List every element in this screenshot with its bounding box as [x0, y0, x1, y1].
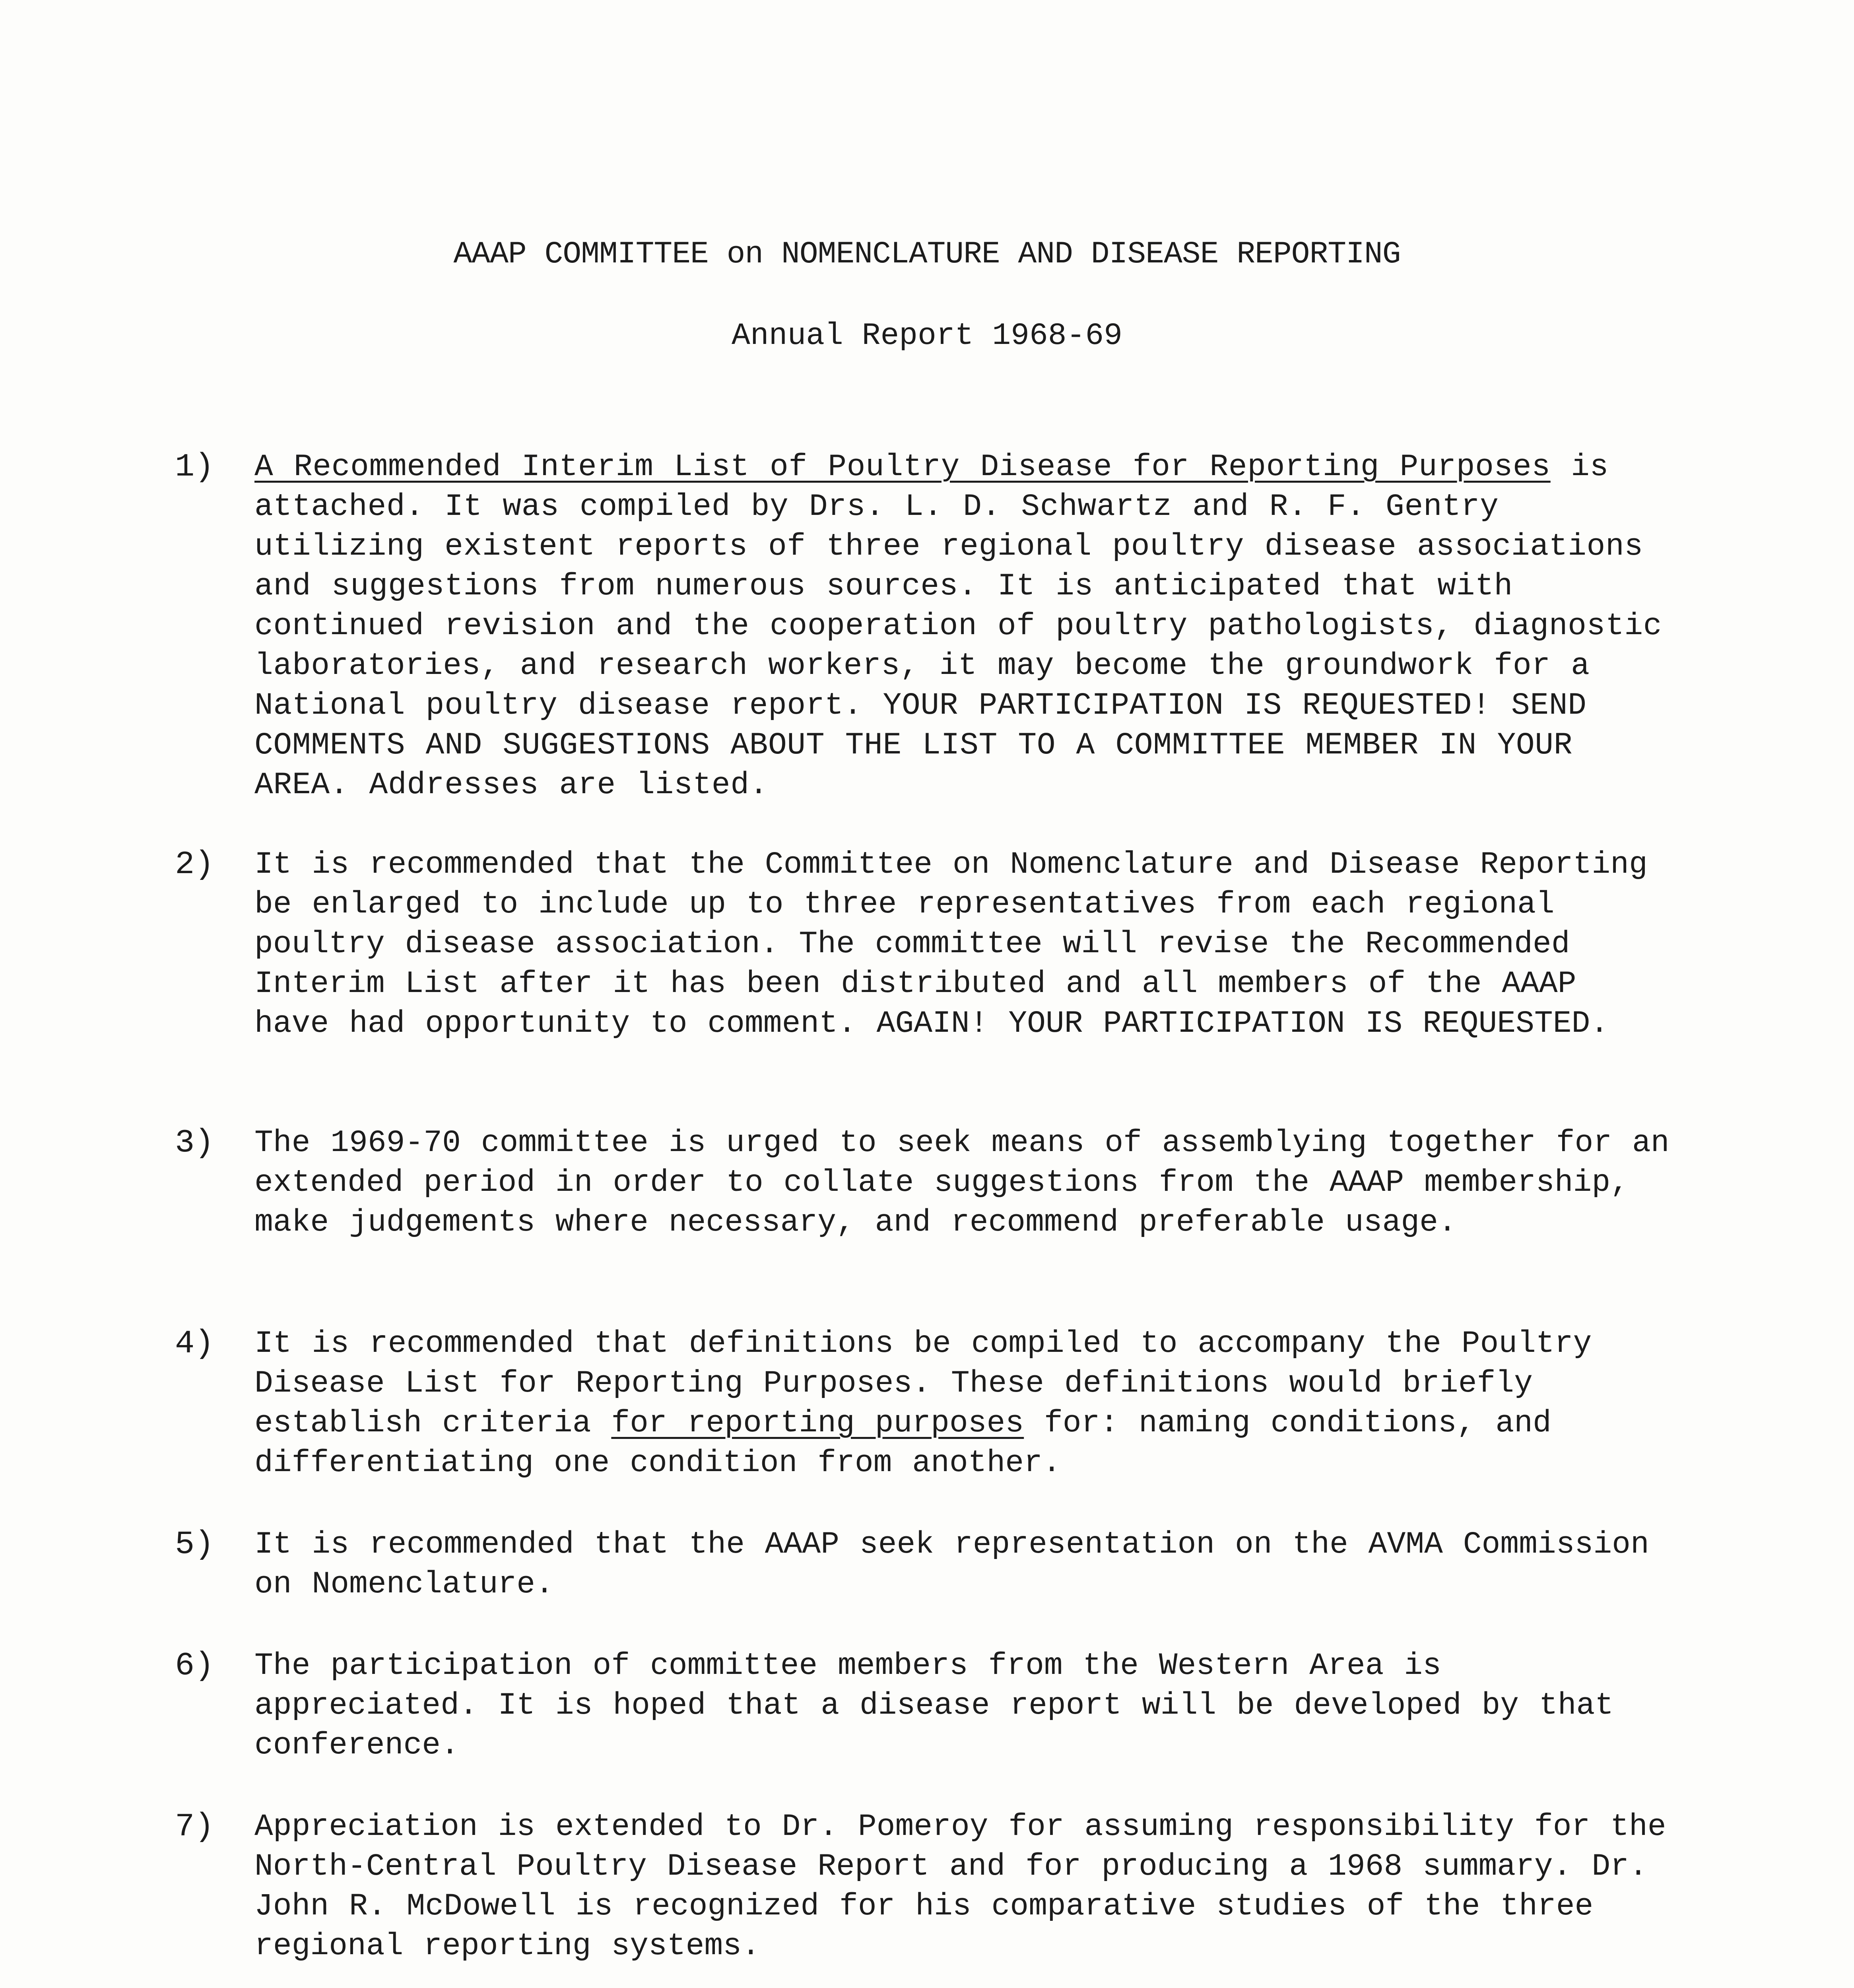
document-subtitle: Annual Report 1968-69 — [732, 318, 1122, 353]
item-text: It is recommended that the Committee on Nomenclature and Disease Reporting be enlarged to include up to three representatives from each regional poultry disease association. The committee will revise the Recommended Interim List after it has been distributed and all members of the AAAP have had opportunity to comment. AGAIN! YOUR PARTICIPATION IS REQUESTED. — [254, 847, 1648, 1041]
item-number: 5) — [175, 1526, 214, 1563]
item-underlined-text: for reporting purposes — [611, 1406, 1024, 1441]
document-title: AAAP COMMITTEE on NOMENCLATURE AND DISEASE REPORTING — [453, 237, 1401, 272]
item-number: 1) — [175, 448, 214, 485]
item-body-text: It is recommended that definitions be compiled to accompany the Poultry Disease List for Reporting Purposes. These definitions would briefly establish criteria — [254, 1326, 1592, 1441]
item-body-text: is attached. It was compiled by Drs. L. D. Schwartz and R. F. Gentry utilizing existent reports of three regional poultry disease associations and suggestions from numerous sources. It is anticipated that with continued revision and the cooperation of poultry pathologists, diagnostic laboratories, and research workers, it may become the groundwork for a National poultry disease report. YOUR PARTICIPATION IS REQUESTED! SEND COMMENTS AND SUGGESTIONS ABOUT THE LIST TO A COMMITTEE MEMBER IN YOUR AREA. Addresses are listed. — [254, 450, 1662, 803]
item-number: 2) — [175, 846, 214, 883]
item-number: 6) — [175, 1647, 214, 1684]
item-number: 7) — [175, 1808, 214, 1845]
item-text: The participation of committee members from the Western Area is appreciated. It is hoped that a disease report will be developed by that conference. — [254, 1648, 1614, 1763]
item-text — [254, 447, 1670, 805]
item-underlined-text: A Recommended Interim List of Poultry Disease for Reporting Purposes — [254, 450, 1551, 485]
item-number: 3) — [175, 1124, 214, 1161]
item-text: Appreciation is extended to Dr. Pomeroy for assuming responsibility for the North-Central Poultry Disease Report and for producing a 1968 summary. Dr. John R. McDowell is recognized for his comparative studies of the three regional reporting systems. — [254, 1809, 1666, 1964]
item-text: The 1969-70 committee is urged to seek means of assemblying together for an extended period in order to collate suggestions from the AAAP membership, make judgements where necessary, and recommend preferable usage. — [254, 1126, 1670, 1240]
item-number: 4) — [175, 1325, 214, 1362]
item-text — [254, 1324, 1670, 1483]
item-body-text-after: for: naming conditions, and differentiating one condition from another. — [254, 1406, 1551, 1481]
item-text: It is recommended that the AAAP seek representation on the AVMA Commission on Nomenclature. — [254, 1527, 1649, 1602]
